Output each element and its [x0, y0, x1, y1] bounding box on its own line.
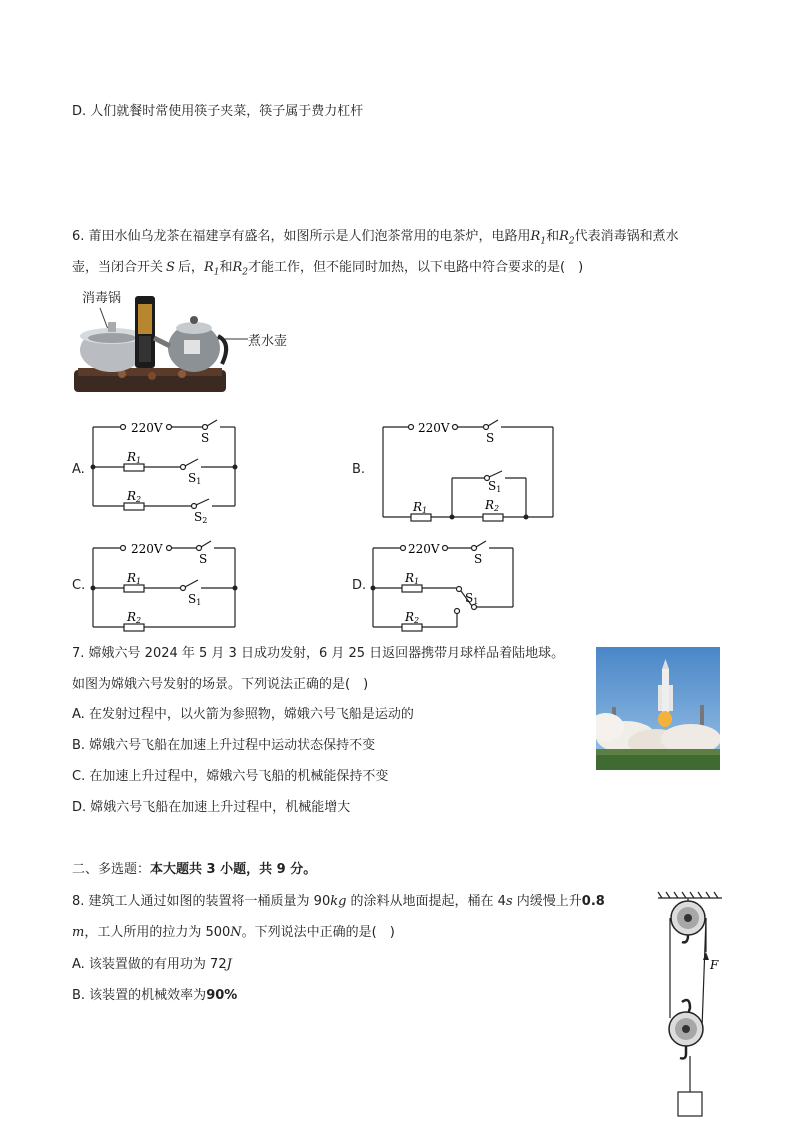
pulley-diagram [652, 890, 732, 1120]
q8-line-2: m，工人所用的拉力为 500N。下列说法中正确的是( ) [72, 925, 395, 940]
q7-option-a: A. 在发射过程中，以火箭为参照物，嫦娥六号飞船是运动的 [72, 707, 414, 722]
label-sterilizer: 消毒锅 [82, 291, 122, 306]
svg-text:S1: S1 [488, 479, 502, 494]
svg-text:S: S [199, 552, 208, 566]
q8-option-b: B. 该装置的机械效率为90% [72, 988, 238, 1003]
svg-text:S1: S1 [188, 471, 202, 486]
svg-text:S: S [474, 552, 483, 566]
q7-option-c: C. 在加速上升过程中，嫦娥六号飞船的机械能保持不变 [72, 769, 389, 784]
svg-text:R2: R2 [485, 498, 500, 513]
q7-option-d: D. 嫦娥六号飞船在加速上升过程中，机械能增大 [72, 800, 351, 815]
svg-text:S: S [201, 431, 210, 445]
q7-option-b: B. 嫦娥六号飞船在加速上升过程中运动状态保持不变 [72, 738, 376, 753]
circuit-b-letter: B. [352, 462, 366, 477]
svg-text:R1: R1 [127, 450, 142, 465]
q6-r2-symbol: $R_2$ [559, 229, 575, 247]
svg-text:R2: R2 [405, 610, 420, 625]
q6-line1-text-a: 6. 莆田水仙乌龙茶在福建享有盛名，如图所示是人们泡茶常用的电茶炉，电路用 [72, 229, 531, 244]
circuit-c [88, 536, 248, 632]
svg-text:R1: R1 [127, 571, 142, 586]
q6-r1-symbol: $R_1$ [530, 229, 547, 247]
rocket-launch-image [596, 647, 720, 770]
svg-text:S1: S1 [188, 592, 202, 607]
svg-text:220V: 220V [131, 421, 163, 435]
svg-text:S: S [486, 431, 495, 445]
q7-line-1: 7. 嫦娥六号 2024 年 5 月 3 日成功发射，6 月 25 日返回器携带月球样品着陆地球。 [72, 646, 565, 661]
circuit-a [88, 415, 248, 525]
svg-text:R1: R1 [405, 571, 420, 586]
q7-line-2: 如图为嫦娥六号发射的场景。下列说法正确的是( ) [72, 677, 369, 692]
tea-stove-image [72, 288, 252, 398]
svg-text:220V: 220V [418, 421, 450, 435]
q6-and-1: 和 [546, 229, 560, 244]
circuit-c-letter: C. [72, 578, 86, 593]
q6-line-1 [72, 228, 679, 251]
circuit-a-letter: A. [72, 462, 85, 477]
circuit-b [378, 415, 558, 525]
q5-option-d: D. 人们就餐时常使用筷子夹菜，筷子属于费力杠杆 [72, 104, 364, 119]
q6-line-2: 壶，当闭合开关 S 后，$R_1$和$R_2$才能工作，但不能同时加热，以下电路中符合要求的是( ) [72, 260, 584, 278]
svg-text:S1: S1 [465, 591, 479, 606]
svg-text:R2: R2 [127, 610, 142, 625]
circuit-d [368, 536, 528, 632]
svg-text:R2: R2 [127, 489, 142, 504]
svg-text:220V: 220V [408, 542, 440, 556]
q8-line-1: 8. 建筑工人通过如图的装置将一桶质量为 90kg 的涂料从地面提起，桶在 4s 内缓慢上升0.8 [72, 894, 605, 909]
svg-text:R1: R1 [413, 500, 428, 515]
svg-text:220V: 220V [131, 542, 163, 556]
q6-line1-text-b: 代表消毒锅和煮水 [574, 229, 679, 244]
section-2-heading: 二、多选题：本大题共 3 小题，共 9 分。 [72, 862, 317, 877]
force-label: F [710, 958, 719, 972]
circuit-d-letter: D. [352, 578, 367, 593]
q8-option-a: A. 该装置做的有用功为 72J [72, 957, 232, 972]
svg-text:S2: S2 [194, 510, 208, 525]
label-kettle: 煮水壶 [248, 334, 288, 349]
